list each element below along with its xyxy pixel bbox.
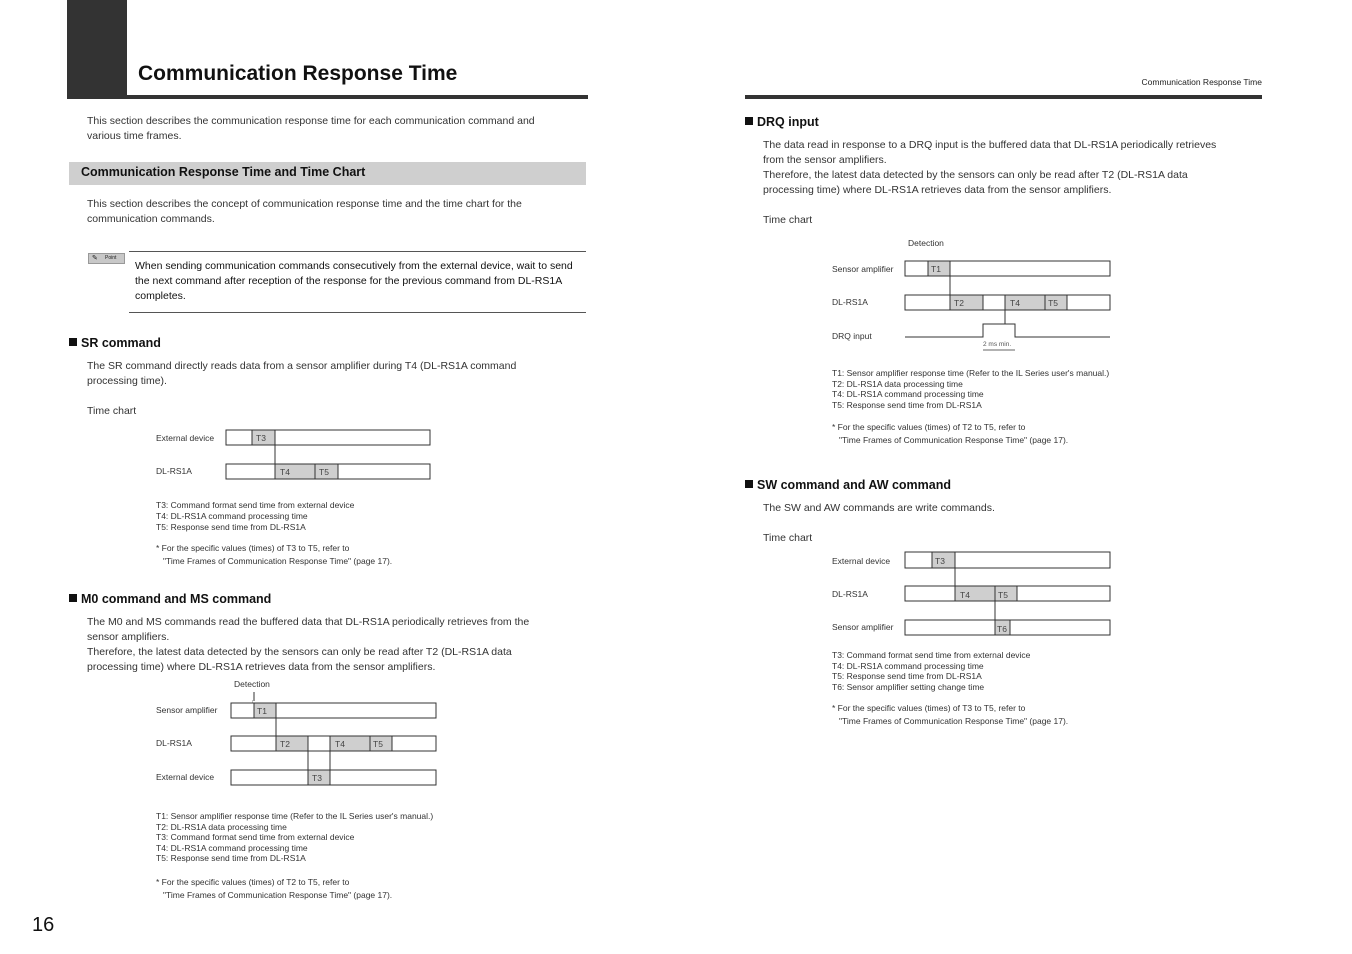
sw-row-label-sensor: Sensor amplifier (832, 622, 894, 632)
drq-input-heading: DRQ input (745, 115, 819, 129)
m0-detection-label: Detection (234, 679, 270, 689)
drq-block-t1-label: T1 (931, 264, 941, 274)
m0-row-label-sensor: Sensor amplifier (156, 705, 218, 715)
sw-row-label-dlrs1a: DL-RS1A (832, 589, 868, 599)
pencil-icon: ✎ (92, 255, 98, 262)
sw-block-t3-label: T3 (935, 556, 945, 566)
m0-time-chart (150, 676, 450, 791)
bullet-square-icon (745, 480, 753, 488)
bullet-square-icon (69, 338, 77, 346)
drq-time-chart (826, 234, 1126, 359)
bullet-square-icon (745, 117, 753, 125)
m0-description: The M0 and MS commands read the buffered data that DL-RS1A periodically retrieves from the sensor amplifiers. Therefore, the latest data detected by the sensors can only be read after T2 (DL-RS1A data processing time) where DL-RS1A retrieves data from the sensor amplifiers. (87, 616, 530, 673)
drq-block-t4-label: T4 (1010, 298, 1020, 308)
m0-block-t3-label: T3 (312, 773, 322, 783)
sw-block-t5-label: T5 (998, 590, 1008, 600)
title-rule-left (67, 95, 588, 99)
section-heading: Communication Response Time and Time Chart (69, 162, 586, 185)
drq-row-label-dlrs1a: DL-RS1A (832, 297, 868, 307)
drq-detection-label: Detection (908, 238, 944, 248)
m0-block-t5-label: T5 (373, 739, 383, 749)
sw-note: * For the specific values (times) of T3 to T5, refer to "Time Frames of Communication Response Time" (page 17). (832, 703, 1069, 726)
m0-row-label-dlrs1a: DL-RS1A (156, 738, 192, 748)
sw-time-chart (826, 546, 1126, 641)
sr-note: * For the specific values (times) of T3 to T5, refer to "Time Frames of Communication Response Time" (page 17). (156, 543, 393, 566)
sw-time-chart-label: Time chart (763, 532, 813, 544)
sw-block-t6-label: T6 (997, 624, 1007, 634)
point-note: When sending communication commands consecutively from the external device, wait to send the next command after reception of the response for the previous command from DL-RS1A completes. (135, 260, 573, 302)
intro-paragraph: This section describes the communication response time for each communication command and various time frames. (87, 115, 535, 142)
sw-description: The SW and AW commands are write commands. (763, 502, 995, 514)
title-rule-right (745, 95, 1262, 99)
m0-block-t1-label: T1 (257, 706, 267, 716)
drq-time-chart-label: Time chart (763, 214, 813, 226)
running-header: Communication Response Time (1141, 77, 1262, 87)
m0-block-t2-label: T2 (280, 739, 290, 749)
drq-row-label-drq: DRQ input (832, 331, 872, 341)
drq-note: * For the specific values (times) of T2 to T5, refer to "Time Frames of Communication Response Time" (page 17). (832, 422, 1069, 445)
sw-block-t4-label: T4 (960, 590, 970, 600)
sr-row-label-dlrs1a: DL-RS1A (156, 466, 192, 476)
drq-block-t5-label: T5 (1048, 298, 1058, 308)
sr-time-chart (150, 425, 440, 485)
sw-legend: T3: Command format send time from external device T4: DL-RS1A command processing time T5: Response send time from DL-RS1A T6: Sensor amplifier setting change time (832, 650, 1031, 692)
point-icon: ✎ Point (88, 253, 125, 264)
drq-row-label-sensor: Sensor amplifier (832, 264, 894, 274)
sr-legend: T3: Command format send time from external device T4: DL-RS1A command processing time T5: Response send time from DL-RS1A (156, 500, 355, 532)
drq-description: The data read in response to a DRQ input is the buffered data that DL-RS1A periodically retrieves from the sensor amplifiers. Therefore, the latest data detected by the sensors can only be read after T2 (DL-RS1A data processing time) where DL-RS1A retrieves data from the sensor amplifiers. (763, 139, 1217, 196)
sr-block-t4-label: T4 (280, 467, 290, 477)
drq-pulse-width-label: 2 ms min. (983, 341, 1012, 348)
drq-legend: T1: Sensor amplifier response time (Refer to the IL Series user's manual.) T2: DL-RS1A data processing time T4: DL-RS1A command processing time T5: Response send time from DL-RS1A (832, 368, 1110, 410)
sr-time-chart-label: Time chart (87, 405, 137, 417)
m0-legend: T1: Sensor amplifier response time (Refer to the IL Series user's manual.) T2: DL-RS1A data processing time T3: Command format send time from external device T4: DL-RS1A command processing time T5: Response send time from DL-RS1A (156, 811, 434, 864)
sr-command-heading: SR command (69, 336, 161, 350)
bullet-square-icon (69, 594, 77, 602)
section-description: This section describes the concept of communication response time and the time chart for the communication commands. (87, 198, 522, 225)
drq-pulse-waveform (905, 324, 1110, 337)
m0-external-track (231, 770, 436, 785)
sr-block-t5-label: T5 (319, 467, 329, 477)
note-top-rule (129, 251, 586, 252)
m0-command-heading: M0 command and MS command (69, 592, 271, 606)
sr-description: The SR command directly reads data from a sensor amplifier during T4 (DL-RS1A command processing time). (87, 360, 517, 387)
sr-block-t3-label: T3 (256, 433, 266, 443)
m0-row-label-external: External device (156, 772, 215, 782)
drq-block-t2-label: T2 (954, 298, 964, 308)
page-number: 16 (32, 914, 55, 936)
note-bottom-rule (129, 312, 586, 313)
page-title: Communication Response Time (138, 62, 458, 85)
chapter-tab (67, 0, 127, 98)
sr-row-label-external: External device (156, 433, 215, 443)
sw-command-heading: SW command and AW command (745, 478, 951, 492)
m0-block-t4-label: T4 (335, 739, 345, 749)
sw-row-label-external: External device (832, 556, 891, 566)
m0-note: * For the specific values (times) of T2 to T5, refer to "Time Frames of Communication Response Time" (page 17). (156, 877, 393, 900)
